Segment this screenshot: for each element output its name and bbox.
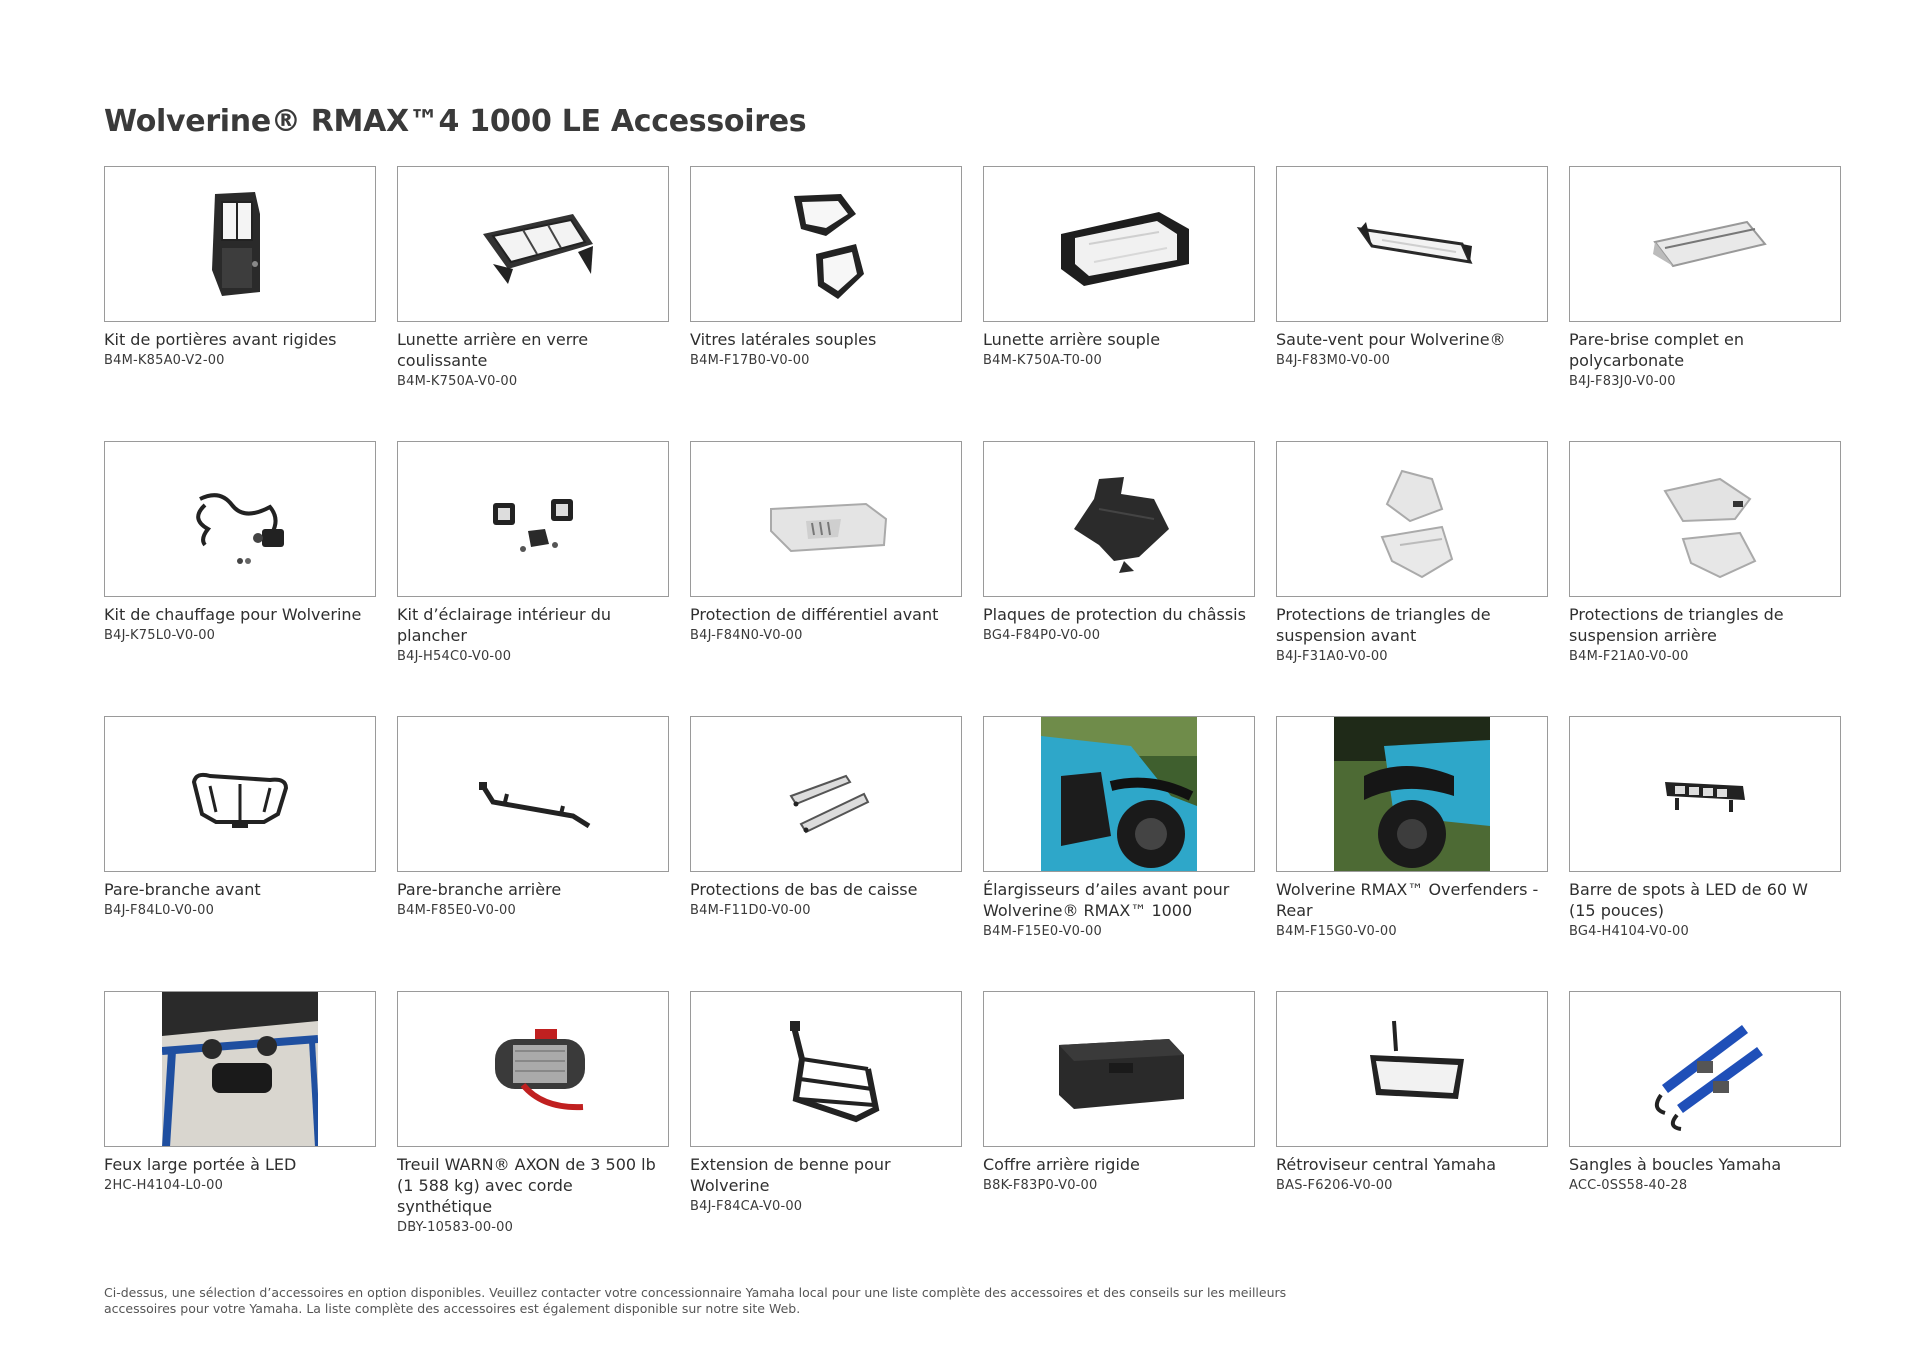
product-code: B4J-F84CA-V0-00 <box>690 1199 803 1214</box>
product-image <box>1569 716 1841 872</box>
led-bar-icon <box>1625 724 1785 864</box>
product-code: B4J-F83M0-V0-00 <box>1276 353 1391 368</box>
product-code: B4M-F17B0-V0-00 <box>690 353 810 368</box>
product-image <box>397 166 669 322</box>
product-card <box>690 991 962 1266</box>
windshield-icon <box>1625 174 1785 314</box>
mirror-icon <box>1332 999 1492 1139</box>
product-name: Kit de portières avant rigides <box>104 330 337 349</box>
rear-glass-icon <box>453 174 613 314</box>
product-code: B4J-F84L0-V0-00 <box>104 903 215 918</box>
led-flood-photo <box>162 991 318 1147</box>
heater-kit-icon <box>160 449 320 589</box>
product-code: B4M-K750A-T0-00 <box>983 353 1102 368</box>
product-card <box>1569 716 1841 991</box>
product-card <box>690 441 962 716</box>
rocker-guard-icon <box>746 724 906 864</box>
page-title: Wolverine® RMAX™4 1000 LE Accessoires <box>104 104 807 139</box>
product-image <box>983 716 1255 872</box>
product-image <box>983 991 1255 1147</box>
product-code: B4J-F31A0-V0-00 <box>1276 649 1388 664</box>
product-image <box>1276 991 1548 1147</box>
skid-plate-icon <box>1039 449 1199 589</box>
product-card <box>397 716 669 991</box>
product-name: Protections de bas de caisse <box>690 880 918 899</box>
product-card <box>983 991 1255 1266</box>
product-image <box>1569 166 1841 322</box>
diff-guard-icon <box>746 449 906 589</box>
winch-icon <box>453 999 613 1139</box>
product-name: Coffre arrière rigide <box>983 1155 1140 1174</box>
product-code: B4M-K85A0-V2-00 <box>104 353 225 368</box>
product-name: Kit d’éclairage intérieur du plancher <box>397 605 612 645</box>
product-name: Feux large portée à LED <box>104 1155 297 1174</box>
product-card <box>397 441 669 716</box>
front-brushguard-icon <box>160 724 320 864</box>
product-name: Wolverine RMAX™ Overfenders - Rear <box>1276 880 1539 920</box>
product-code: 2HC-H4104-L0-00 <box>104 1178 224 1193</box>
product-image <box>397 716 669 872</box>
product-name: Protection de différentiel avant <box>690 605 939 624</box>
product-image <box>1569 991 1841 1147</box>
product-image <box>104 166 376 322</box>
product-name: Protections de triangles de suspension avant <box>1276 605 1491 645</box>
product-card <box>1569 166 1841 441</box>
product-code: ACC-0SS58-40-28 <box>1569 1178 1688 1193</box>
product-name: Protections de triangles de suspension arrière <box>1569 605 1784 645</box>
product-card <box>104 441 376 716</box>
product-card <box>983 716 1255 991</box>
product-image <box>690 166 962 322</box>
rear-overfender-photo <box>1334 716 1490 872</box>
tie-down-straps-icon <box>1625 999 1785 1139</box>
product-name: Lunette arrière en verre coulissante <box>397 330 589 370</box>
side-windows-icon <box>746 174 906 314</box>
footer-note: Ci-dessus, une sélection d’accessoires en option disponibles. Veuillez contacter votre concessionnaire Yamaha local pour une liste complète des accessoires et des conseils sur les meilleurs accessoires pour votre Yamaha. La liste complète des accessoires est également disponible sur notre site Web. <box>104 1285 1287 1316</box>
product-name: Lunette arrière souple <box>983 330 1161 349</box>
product-card <box>397 166 669 441</box>
product-image <box>1276 441 1548 597</box>
product-image <box>1276 716 1548 872</box>
cargo-box-icon <box>1029 999 1209 1139</box>
product-image <box>397 441 669 597</box>
product-code: B4M-F85E0-V0-00 <box>397 903 516 918</box>
product-card <box>690 166 962 441</box>
product-name: Sangles à boucles Yamaha <box>1569 1155 1782 1174</box>
a-arm-guard-rear-icon <box>1625 449 1785 589</box>
product-image <box>104 716 376 872</box>
product-code: B4M-F15E0-V0-00 <box>983 924 1102 939</box>
product-card <box>397 991 669 1266</box>
product-image <box>983 441 1255 597</box>
product-card <box>104 716 376 991</box>
product-name: Treuil WARN® AXON de 3 500 lb (1 588 kg) avec corde synthétique <box>397 1155 656 1216</box>
product-name: Saute-vent pour Wolverine® <box>1276 330 1506 349</box>
front-fender-flare-photo <box>1041 716 1197 872</box>
product-image <box>104 991 376 1147</box>
product-card <box>1276 716 1548 991</box>
product-code: B4M-F11D0-V0-00 <box>690 903 811 918</box>
soft-rear-window-icon <box>1039 174 1199 314</box>
product-card <box>1276 441 1548 716</box>
wind-deflector-icon <box>1332 174 1492 314</box>
product-name: Élargisseurs d’ailes avant pour Wolverine® RMAX™ 1000 <box>983 880 1230 920</box>
product-name: Barre de spots à LED de 60 W (15 pouces) <box>1569 880 1808 920</box>
product-image <box>690 441 962 597</box>
product-card <box>1569 441 1841 716</box>
product-image <box>983 166 1255 322</box>
product-name: Kit de chauffage pour Wolverine <box>104 605 362 624</box>
product-code: BG4-H4104-V0-00 <box>1569 924 1689 939</box>
product-name: Extension de benne pour Wolverine <box>690 1155 891 1195</box>
product-image <box>397 991 669 1147</box>
product-name: Pare-branche avant <box>104 880 261 899</box>
product-image <box>104 441 376 597</box>
product-card <box>104 991 376 1266</box>
product-code: B4J-K75L0-V0-00 <box>104 628 216 643</box>
product-code: B4M-K750A-V0-00 <box>397 374 518 389</box>
product-image <box>690 716 962 872</box>
product-name: Plaques de protection du châssis <box>983 605 1246 624</box>
product-card <box>690 716 962 991</box>
product-name: Rétroviseur central Yamaha <box>1276 1155 1497 1174</box>
product-name: Pare-branche arrière <box>397 880 562 899</box>
product-card <box>1569 991 1841 1266</box>
product-image <box>690 991 962 1147</box>
product-code: BAS-F6206-V0-00 <box>1276 1178 1393 1193</box>
a-arm-guard-front-icon <box>1332 449 1492 589</box>
product-code: B4M-F21A0-V0-00 <box>1569 649 1689 664</box>
product-code: B4M-F15G0-V0-00 <box>1276 924 1397 939</box>
product-name: Vitres latérales souples <box>690 330 877 349</box>
floor-light-icon <box>453 449 613 589</box>
product-code: DBY-10583-00-00 <box>397 1220 514 1235</box>
doors-icon <box>160 174 320 314</box>
product-image <box>1569 441 1841 597</box>
product-code: B4J-H54C0-V0-00 <box>397 649 512 664</box>
product-card <box>983 166 1255 441</box>
product-code: B4J-F84N0-V0-00 <box>690 628 803 643</box>
product-name: Pare-brise complet en polycarbonate <box>1569 330 1744 370</box>
product-code: B8K-F83P0-V0-00 <box>983 1178 1098 1193</box>
product-card <box>983 441 1255 716</box>
product-card <box>104 166 376 441</box>
product-image <box>1276 166 1548 322</box>
product-card <box>1276 166 1548 441</box>
product-code: BG4-F84P0-V0-00 <box>983 628 1101 643</box>
rear-brushguard-icon <box>453 724 613 864</box>
product-card <box>1276 991 1548 1266</box>
accessories-grid <box>104 166 1844 1266</box>
bed-extender-icon <box>746 999 906 1139</box>
product-code: B4J-F83J0-V0-00 <box>1569 374 1676 389</box>
